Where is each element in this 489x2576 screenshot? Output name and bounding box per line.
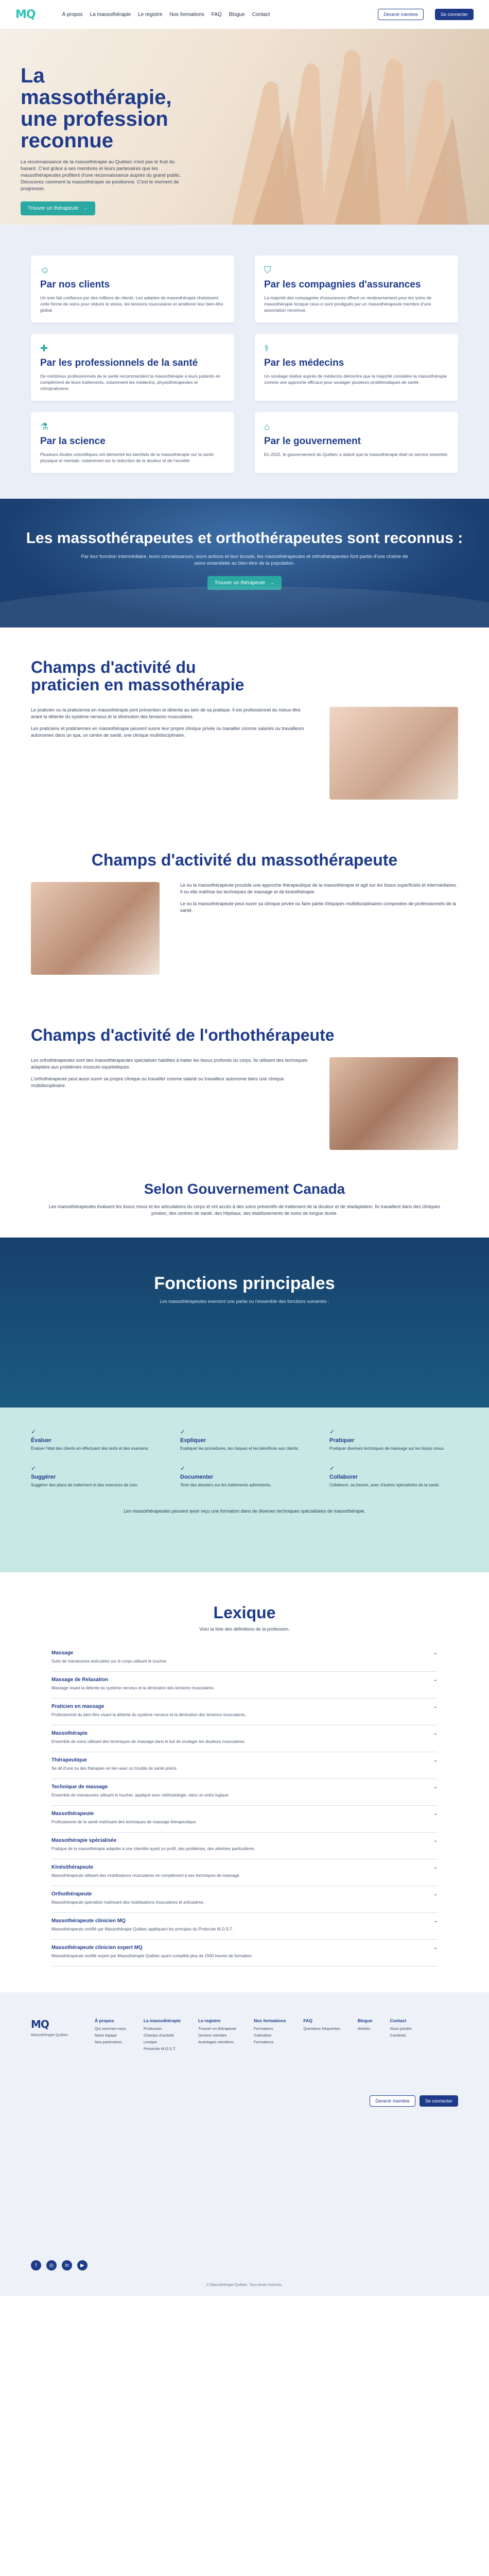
footer-link[interactable]: Notre équipe <box>95 2033 117 2038</box>
field-orthotherapist <box>0 995 489 1171</box>
card-title: Par le gouvernement <box>264 436 361 447</box>
lexicon-definition: Massothérapeute utilisant des mobilisations musculaires en complément à ses techniques de massage. <box>51 1873 240 1878</box>
footer-column <box>144 2018 181 2053</box>
lexicon-definition: Professionnel de la santé maîtrisant des techniques de massage thérapeutique. <box>51 1820 197 1824</box>
field-title: Champs d'activité du massothérapeute <box>91 851 398 869</box>
footer-column-title: La massothérapie <box>143 2018 181 2023</box>
lexicon-item[interactable] <box>51 1940 438 1967</box>
massage-photo <box>31 882 160 975</box>
card-health-pros <box>31 334 234 401</box>
field-massotherapist <box>0 820 489 995</box>
footer-column-title: Blogue <box>357 2018 373 2023</box>
lexicon-item[interactable] <box>51 1645 438 1672</box>
footer-login-button[interactable]: Se connecter <box>420 2095 458 2107</box>
login-button[interactable]: Se connecter <box>435 9 474 20</box>
footer-link[interactable]: Devenir membre <box>198 2033 227 2038</box>
function-title: Suggérer <box>31 1474 56 1480</box>
hero-hands-image <box>201 29 489 225</box>
footer-link[interactable]: Profession <box>143 2026 162 2031</box>
lexicon-definition: Massothérapeute spécialisé maîtrisant des mobilisations musculaires et articulaires. <box>51 1900 205 1905</box>
facebook-icon[interactable]: f <box>31 2260 41 2270</box>
footer-column-title: FAQ <box>303 2018 312 2023</box>
card-doctors <box>255 334 458 401</box>
nav-link-blog[interactable]: Blogue <box>229 11 245 18</box>
field-paragraph: Le ou la massothérapeute peut ouvrir sa clinique privée ou faire partie d'équipes multidisciplinaires composées de professionnels de la santé. <box>180 901 457 913</box>
lexicon-item[interactable] <box>51 1699 438 1725</box>
footer-logo[interactable]: MQ <box>31 2018 49 2030</box>
chevron-down-icon[interactable]: ⌄ <box>433 1650 438 1656</box>
health-icon: ✚ <box>40 343 48 353</box>
functions-grid-section <box>0 1408 489 1572</box>
chevron-down-icon[interactable]: ⌄ <box>433 1891 438 1897</box>
functions-sub: Les massothérapeutes exercent une partie ou l'ensemble des fonctions suivantes : <box>160 1299 329 1304</box>
footer-column <box>95 2018 126 2053</box>
lexicon-term: Massage <box>51 1650 74 1656</box>
band-cta-label: Trouver un thérapeute <box>214 580 266 586</box>
card-text: Un sondage réalisé auprès de médecins démontre que la majorité considère la massothérapie comme une approche efficace pour soulager plusieurs problématiques de santé. <box>264 374 447 385</box>
footer-link[interactable]: Lexique <box>143 2040 158 2044</box>
card-science <box>31 412 234 473</box>
chevron-down-icon[interactable]: ⌄ <box>433 1945 438 1951</box>
footer-column <box>390 2018 412 2053</box>
nav-link-massotherapy[interactable]: La massothérapie <box>90 11 131 18</box>
chevron-down-icon[interactable]: ⌄ <box>433 1757 438 1763</box>
function-item <box>180 1428 309 1451</box>
lexicon-definition: Se dit d'une ou des thérapies en lien avec un trouble de santé précis. <box>51 1766 178 1771</box>
card-title: Par nos clients <box>40 279 110 290</box>
footer-column <box>358 2018 373 2053</box>
function-item <box>31 1428 160 1451</box>
functions-header <box>0 1238 489 1408</box>
lexicon-list <box>51 1645 438 1967</box>
card-clients <box>31 256 234 323</box>
doctor-icon: ⚕ <box>264 343 269 353</box>
nav-link-registry[interactable]: Le registre <box>138 11 163 18</box>
hero <box>0 29 489 225</box>
social-links <box>31 2260 88 2270</box>
hero-title: La massothérapie, une profession reconnue <box>21 64 172 152</box>
check-icon: ✓ <box>31 1428 37 1435</box>
government-icon: ⌂ <box>264 421 270 432</box>
footer-link[interactable]: Protocole M.O.S.T. <box>143 2046 176 2051</box>
lexicon-item[interactable] <box>51 1859 438 1886</box>
lexicon-term: Thérapeutique <box>51 1757 87 1763</box>
nav-link-contact[interactable]: Contact <box>252 11 270 18</box>
function-item <box>329 1465 458 1488</box>
function-title: Évaluer <box>31 1437 51 1444</box>
nav-links <box>62 12 367 18</box>
field-paragraph: Le ou la massothérapeute procède une approche thérapeutique de la massothérapie et agit sur les tissus superficiels et intermédiaires. Il ou elle maîtrise les techniques de massage et de kinésithérapie. <box>180 883 458 894</box>
card-title: Par les compagnies d'assurances <box>264 279 421 290</box>
insurance-icon: ⛉ <box>264 265 271 275</box>
canada-body: Les massothérapeutes évaluent les tissus mous et les articulations du corps et ont accès à des soins préventifs de traitement de la douleur et de réadaptation. Ils travaillent dans des cliniques privées, des centres de santé, des hôpitaux, des établissements de soins de longue durée. <box>49 1204 440 1216</box>
footer-tagline: Massothérapie Québec <box>31 2033 68 2037</box>
lexicon-definition: Ensemble de manœuvres utilisant le toucher, appliqué avec méthodologie, dans un ordre logique. <box>51 1793 230 1798</box>
youtube-icon[interactable]: ▶ <box>77 2260 88 2270</box>
footer-link[interactable]: Trouver un thérapeute <box>198 2026 237 2031</box>
lexicon-sub: Voici la liste des définitions de la profession. <box>199 1626 290 1632</box>
card-government <box>255 412 458 473</box>
lexicon-term: Praticien en massage <box>51 1704 104 1709</box>
lexicon-item[interactable] <box>51 1725 438 1752</box>
field-paragraph: Le praticien ou la praticienne en massothérapie joint prévention et détente au sein de sa pratique. Il est professionnel du mieux-être avant la détente du système nerveux et la diminution des tensions musculaires. <box>31 707 301 719</box>
massage-photo <box>329 1057 458 1150</box>
chevron-down-icon[interactable]: ⌄ <box>433 1865 438 1870</box>
function-title: Documenter <box>180 1474 214 1480</box>
function-text: Évaluer l'état des clients en effectuant des tests et des examens. <box>31 1446 149 1451</box>
field-paragraph: Les orthothérapeutes sont des massothérapeutes spécialisés habilités à traiter les tissus profonds du corps. Ils utilisent des techniques adaptées aux problèmes musculo-squelettiques. <box>31 1058 308 1070</box>
function-text: Suggérer des plans de traitement et des exercices de soin. <box>31 1483 138 1487</box>
lexicon-term: Massothérapeute clinicien MQ <box>51 1918 126 1924</box>
lexicon-term: Kinésithérapeute <box>51 1865 94 1870</box>
footer-link[interactable]: Calendrier <box>254 2033 272 2038</box>
instagram-icon[interactable]: ◎ <box>46 2260 57 2270</box>
card-text: Plusieurs études scientifiques ont démontré les bienfaits de la massothérapie sur la santé physique et mentale, notamment sur la réduction de la douleur et de l'anxiété. <box>40 452 214 463</box>
band-body: Par leur fonction intermédiaire, leurs connaissances, leurs actions et leur écoute, les massothérapeutes et orthothérapeutes font partie d'une chaîne de soins essentielle au bien-être de la population. <box>81 554 408 566</box>
chevron-down-icon[interactable]: ⌄ <box>433 1704 438 1709</box>
arrow-right-icon: → <box>269 580 275 586</box>
band-title: Les massothérapeutes et orthothérapeutes sont reconnus : <box>26 530 463 547</box>
lexicon-term: Massothérapie <box>51 1731 88 1736</box>
nav-link-about[interactable]: À propos <box>62 11 83 18</box>
footer-link[interactable]: Champs d'activité <box>143 2033 174 2038</box>
function-item <box>329 1428 458 1451</box>
field-title: Champs d'activité du praticien en massothérapie <box>31 658 244 694</box>
function-title: Expliquer <box>180 1437 206 1444</box>
footer-link[interactable]: Carrières <box>390 2033 406 2038</box>
recognition-section <box>0 225 489 499</box>
card-text: De nombreux professionnels de la santé recommandent la massothérapie à leurs patients en complément de leurs traitements, notamment les médecins, physiothérapeutes et chiropraticiens. <box>40 374 221 391</box>
footer-link[interactable]: Formateurs <box>254 2040 274 2044</box>
function-text: Expliquer les procédures, les risques et les bénéfices aux clients. <box>180 1446 299 1451</box>
field-practitioner <box>0 628 489 820</box>
science-icon: ⚗ <box>40 421 49 432</box>
footer-link[interactable]: Nous joindre <box>390 2026 412 2031</box>
lexicon-item[interactable] <box>51 1752 438 1779</box>
hero-text <box>21 65 190 215</box>
lexicon-term: Massothérapeute <box>51 1811 94 1817</box>
function-item <box>31 1465 160 1488</box>
recognized-band <box>0 499 489 628</box>
functions-note: Les massothérapeutes peuvent avoir reçu une formation dans de diverses techniques spécialisées de massothérapie. <box>124 1509 365 1514</box>
nav-link-trainings[interactable]: Nos formations <box>169 11 204 18</box>
lexicon-term: Massage de Relaxation <box>51 1677 109 1683</box>
footer-link[interactable]: Questions fréquentes <box>303 2026 340 2031</box>
lexicon-item[interactable] <box>51 1779 438 1806</box>
lexicon-definition: Massage visant la détente du système nerveux et la diminution des tensions musculaires. <box>51 1686 215 1690</box>
function-text: Collaborer, au besoin, avec d'autres spécialistes de la santé. <box>329 1483 440 1487</box>
function-text: Tenir des dossiers sur les traitements administrés. <box>180 1483 272 1487</box>
lexicon-term: Massothérapeute clinicien expert MQ <box>51 1945 143 1951</box>
functions-title: Fonctions principales <box>154 1274 335 1293</box>
footer-column-title: Contact <box>390 2018 407 2023</box>
linkedin-icon[interactable]: in <box>62 2260 72 2270</box>
check-icon: ✓ <box>180 1428 186 1435</box>
card-title: Par les médecins <box>264 358 344 368</box>
footer-link[interactable]: Formations <box>254 2026 273 2031</box>
field-paragraph: Les praticiens et praticiennes en massothérapie peuvent suivre leur propre clinique privée ou travailler comme salariés ou travailleurs autonomes dans un spa, un centre de santé, une clinique multidisciplinaire. <box>31 726 304 738</box>
lexicon-definition: Ensemble de soins utilisant des techniques de massage dans le but de soulager les douleurs musculaires. <box>51 1739 246 1744</box>
lexicon-definition: Pratique de la massothérapie adaptée à une clientèle ayant un profil, des problèmes, des atteintes particulières. <box>51 1846 255 1851</box>
footer-column-title: À propos <box>95 2018 114 2023</box>
footer-brand <box>31 2018 77 2053</box>
chevron-down-icon[interactable]: ⌄ <box>433 1677 438 1683</box>
lexicon-term: Technique de massage <box>51 1784 108 1790</box>
footer <box>0 1992 489 2296</box>
function-title: Pratiquer <box>329 1437 355 1444</box>
lexicon-section <box>0 1572 489 1992</box>
footer-column-title: Nos formations <box>254 2018 286 2023</box>
hero-cta-button[interactable] <box>21 201 95 215</box>
card-text: Un soin fait confiance par des millions de clients. Les adeptes de massothérapie choisissent cette forme de soins pour réduire le stress, les tensions musculaires et améliorer leur bien-être global. <box>40 295 223 313</box>
card-text: La majorité des compagnies d'assurances offrent un remboursement pour les soins de massothérapie lorsque ceux-ci sont prodigués par un massothérapeute membre d'une association reconnue. <box>264 295 432 313</box>
logo[interactable] <box>15 8 36 21</box>
lexicon-item[interactable] <box>51 1672 438 1699</box>
nav-link-faq[interactable]: FAQ <box>211 11 222 18</box>
lexicon-definition: Massothérapeute certifié par Massothérapie Québec appliquant les principes du Protocole M.O.S.T. <box>51 1927 233 1931</box>
canada-section <box>0 1171 489 1238</box>
lexicon-term: Orthothérapeute <box>51 1891 92 1897</box>
check-icon: ✓ <box>180 1465 186 1472</box>
massage-photo <box>329 707 458 800</box>
band-cta-button[interactable] <box>207 576 282 590</box>
lexicon-definition: Suite de manœuvres exécutées sur le corps utilisant le toucher. <box>51 1659 167 1664</box>
function-text: Pratiquer diverses techniques de massage sur les tissus mous. <box>329 1446 445 1451</box>
footer-register-button[interactable]: Devenir membre <box>370 2095 415 2107</box>
lexicon-item[interactable] <box>51 1833 438 1859</box>
field-title: Champs d'activité de l'orthothérapeute <box>31 1026 335 1044</box>
check-icon: ✓ <box>31 1465 37 1472</box>
footer-link[interactable]: Avantages membres <box>198 2040 234 2044</box>
lexicon-item[interactable] <box>51 1913 438 1940</box>
hero-cta-label: Trouver un thérapeute <box>28 206 79 211</box>
lexicon-item[interactable] <box>51 1806 438 1833</box>
lexicon-definition: Professionnel du bien-être visant la détente du système nerveux et la diminution des tensions musculaires. <box>51 1713 246 1717</box>
chevron-down-icon[interactable]: ⌄ <box>433 1811 438 1817</box>
canada-title: Selon Gouvernement Canada <box>144 1181 345 1197</box>
register-button[interactable]: Devenir membre <box>378 9 424 20</box>
chevron-down-icon[interactable]: ⌄ <box>433 1731 438 1736</box>
footer-column <box>198 2018 236 2053</box>
arrow-right-icon: → <box>82 206 88 211</box>
field-paragraph: L'orthothérapeute peut aussi ouvrir sa propre clinique ou travailler comme salarié ou travailleur autonome dans une clinique multidisciplinaire. <box>31 1076 284 1088</box>
lexicon-term: Massothérapie spécialisée <box>51 1838 117 1843</box>
function-title: Collaborer <box>329 1474 358 1480</box>
clients-icon: ☺ <box>40 265 50 275</box>
check-icon: ✓ <box>329 1465 335 1472</box>
chevron-down-icon[interactable]: ⌄ <box>433 1838 438 1843</box>
top-nav <box>0 0 489 29</box>
card-title: Par les professionnels de la santé <box>40 358 198 368</box>
card-text: En 2022, le gouvernement du Québec a statué que la massothérapie était un service essentiel. <box>264 452 448 457</box>
footer-link[interactable]: Articles <box>357 2026 371 2031</box>
lexicon-definition: Massothérapeute certifié expert par Massothérapie Québec ayant complété plus de 1500 heures de formation. <box>51 1954 253 1958</box>
footer-column <box>303 2018 340 2053</box>
check-icon: ✓ <box>329 1428 335 1435</box>
lexicon-title: Lexique <box>213 1603 276 1622</box>
logo-text: MQ <box>15 8 36 21</box>
lexicon-item[interactable] <box>51 1886 438 1913</box>
footer-column-title: Le registre <box>198 2018 221 2023</box>
hero-body: La reconnaissance de la massothérapie au Québec n'est pas le fruit du hasard. C'est grâce à ses membres et leurs partenaires que les massothérapeutes profitent d'une reconnaissance auprès du grand public. Découvrez comment la massothérapie se positionne. C'est le moment de progresser. <box>21 159 181 192</box>
chevron-down-icon[interactable]: ⌄ <box>433 1918 438 1924</box>
copyright: © Massothérapie Québec. Tous droits réservés. <box>206 2283 283 2287</box>
footer-link[interactable]: Qui sommes-nous <box>95 2026 126 2031</box>
function-item <box>180 1465 309 1488</box>
footer-link[interactable]: Nos partenaires <box>95 2040 122 2044</box>
card-insurance <box>255 256 458 323</box>
chevron-down-icon[interactable]: ⌄ <box>433 1784 438 1790</box>
card-title: Par la science <box>40 436 106 447</box>
footer-column <box>254 2018 286 2053</box>
